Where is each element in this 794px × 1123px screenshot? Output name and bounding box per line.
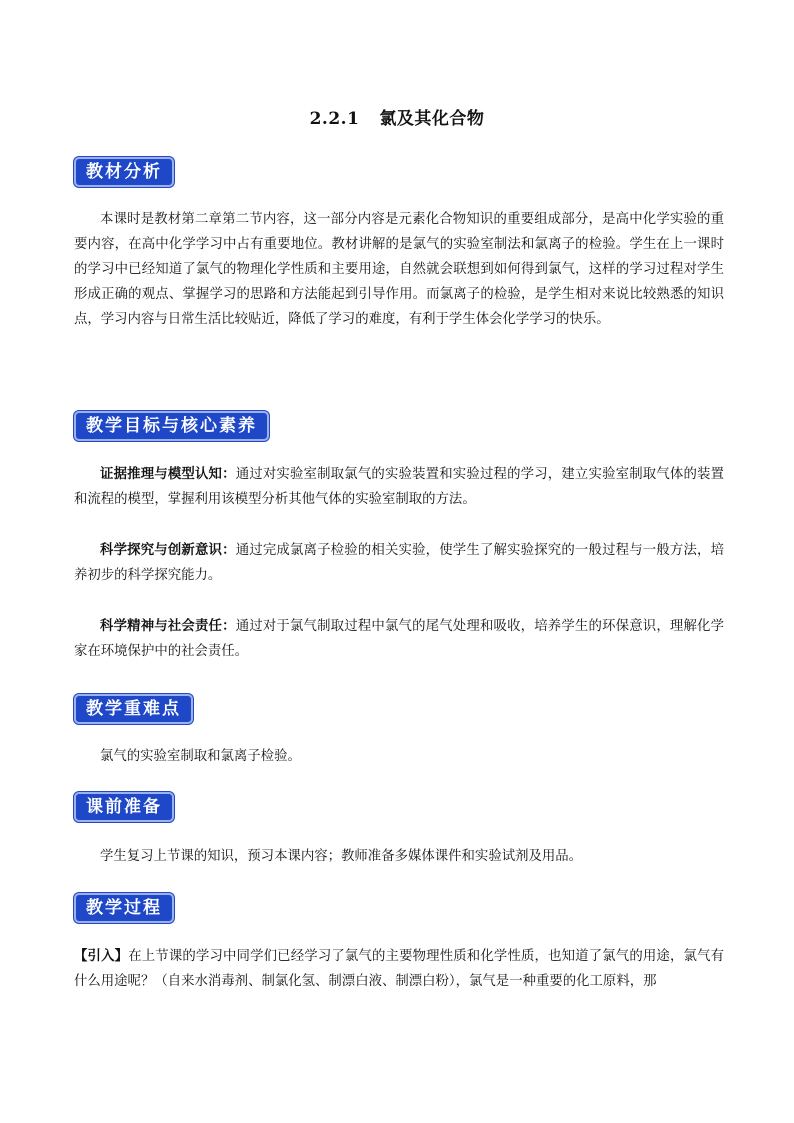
goal-item [74, 538, 724, 588]
section-heading-goals: 教学目标与核心素养 [74, 411, 269, 441]
section-heading-process: 教学过程 [74, 893, 174, 923]
section-heading-prep: 课前准备 [74, 792, 174, 822]
process-lead: 【引入】 [74, 949, 129, 964]
goal-lead: 证据推理与模型认知： [100, 467, 236, 482]
section-heading-analysis: 教材分析 [74, 157, 174, 187]
section-heading-keypoints: 教学重难点 [74, 694, 193, 724]
process-text: 在上节课的学习中同学们已经学习了氯气的主要物理性质和化学性质，也知道了氯气的用途，氯气有什么用途呢？（自来水消毒剂、制氯化氢、制漂白液、制漂白粉），氯气是一种重要的化工原料，那 [74, 949, 725, 989]
lesson-title: 氯及其化合物 [379, 109, 485, 129]
goal-lead: 科学精神与社会责任： [100, 619, 236, 634]
process-paragraph [74, 944, 724, 994]
goal-lead: 科学探究与创新意识： [100, 543, 236, 558]
goal-text: 通过完成氯离子检验的相关实验，使学生了解实验探究的一般过程与一般方法，培养初步的科学探究能力。 [74, 543, 725, 583]
goal-item [74, 614, 724, 664]
prep-paragraph: 学生复习上节课的知识，预习本课内容；教师准备多媒体课件和实验试剂及用品。 [100, 849, 583, 864]
document-title [0, 104, 794, 129]
keypoints-paragraph: 氯气的实验室制取和氯离子检验。 [100, 749, 301, 764]
analysis-paragraph: 本课时是教材第二章第二节内容，这一部分内容是元素化合物知识的重要组成部分，是高中化学实验的重要内容，在高中化学学习中占有重要地位。教材讲解的是氯气的实验室制法和氯离子的检验。学生在上一课时的学习中已经知道了氯气的物理化学性质和主要用途，自然就会联想到如何得到氯气，这样的学习过程对学生形成正确的观点、掌握学习的思路和方法能起到引导作用。而氯离子的检验，是学生相对来说比较熟悉的知识点，学习内容与日常生活比较贴近，降低了学习的难度，有利于学生体会化学学习的快乐。 [74, 212, 724, 327]
lesson-number: 2.2.1 [309, 109, 360, 129]
goal-text: 通过对于氯气制取过程中氯气的尾气处理和吸收，培养学生的环保意识，理解化学家在环境保护中的社会责任。 [74, 619, 725, 659]
goal-item [74, 462, 724, 512]
goal-text: 通过对实验室制取氯气的实验装置和实验过程的学习，建立实验室制取气体的装置和流程的模型，掌握利用该模型分析其他气体的实验室制取的方法。 [74, 467, 725, 507]
